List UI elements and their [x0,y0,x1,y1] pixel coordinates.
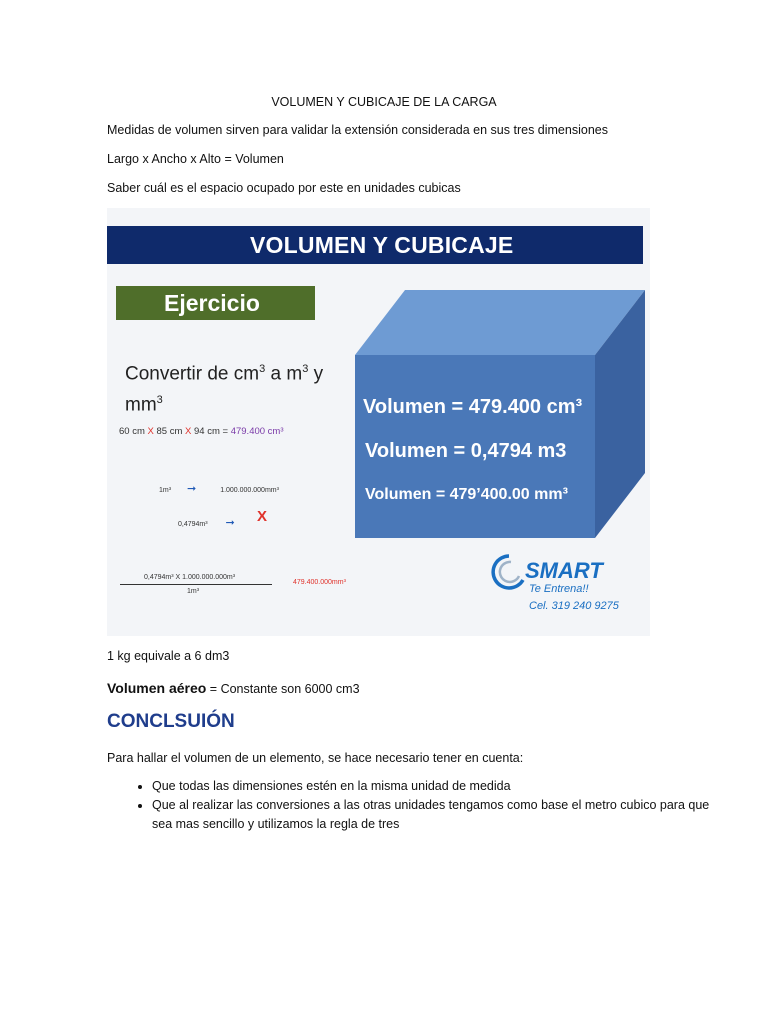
air-volume-constant: = Constante son 6000 cm3 [206,682,360,696]
fraction-denominator: 1m³ [187,588,200,595]
fraction-numerator: 0,4794m³ X 1.000.000.000m³ [144,574,236,581]
logo-phone: Cel. 319 240 9275 [529,600,619,612]
cube-illustration [345,278,645,578]
kg-equivalence: 1 kg equivale a 6 dm3 [107,649,230,663]
air-volume-label: Volumen aéreo [107,680,207,696]
fraction-result: 479.400.000mm³ [293,579,346,586]
cube-top-face [355,290,645,355]
convert-instruction: Convertir de $cm^3$ a $m^3$ y $mm^3$ [125,363,324,416]
exercise-label: Ejercicio [116,286,315,320]
equiv-row: 1m³ ➞ 1.000.000.000mm³ [159,483,279,495]
conclusion-intro: Para hallar el volumen de un elemento, se hace necesario tener en cuenta: [107,751,524,765]
air-volume-line [107,680,360,696]
unknown-x: X [257,508,268,525]
cube-volume-m3: Volumen = 0,4794 m3 [365,440,567,462]
fraction-line [120,584,272,585]
intro-line-formula: Largo x Ancho x Alto = Volumen [107,152,284,166]
right-arrow-icon: ➞ [187,483,197,495]
logo-tagline: Te Entrena!! [529,583,589,595]
right-arrow-icon: ➞ [225,517,235,529]
intro-line-measures: Medidas de volumen sirven para validar la extensión considerada en sus tres dimensiones [107,123,608,137]
list-item: • Que al realizar las conversiones a las otras unidades tengamos como base el metro cubico para que sea mas sencillo y utilizamos la regla de tres [152,796,712,834]
list-item: • Que todas las dimensiones estén en la misma unidad de medida [152,777,712,796]
slide-banner: VOLUMEN Y CUBICAJE [107,226,643,264]
calc-line: 60 cm X 85 cm X 94 cm = 479.400 cm³ [119,426,284,437]
conclusion-list [107,777,712,834]
conclusion-heading: CONCLSUIÓN [107,711,235,732]
unknown-row: 0,4794m³ ➞ [178,517,235,529]
cube-volume-cm3: Volumen = 479.400 cm³ [363,396,583,418]
logo-name: SMART [525,558,603,583]
cube-volume-mm3: Volumen = 479’400.00 mm³ [365,486,568,503]
intro-line-space: Saber cuál es el espacio ocupado por este en unidades cubicas [107,181,461,195]
document-title: VOLUMEN Y CUBICAJE DE LA CARGA [271,95,497,109]
smart-logo-icon [489,552,529,592]
slide-image [107,208,650,636]
